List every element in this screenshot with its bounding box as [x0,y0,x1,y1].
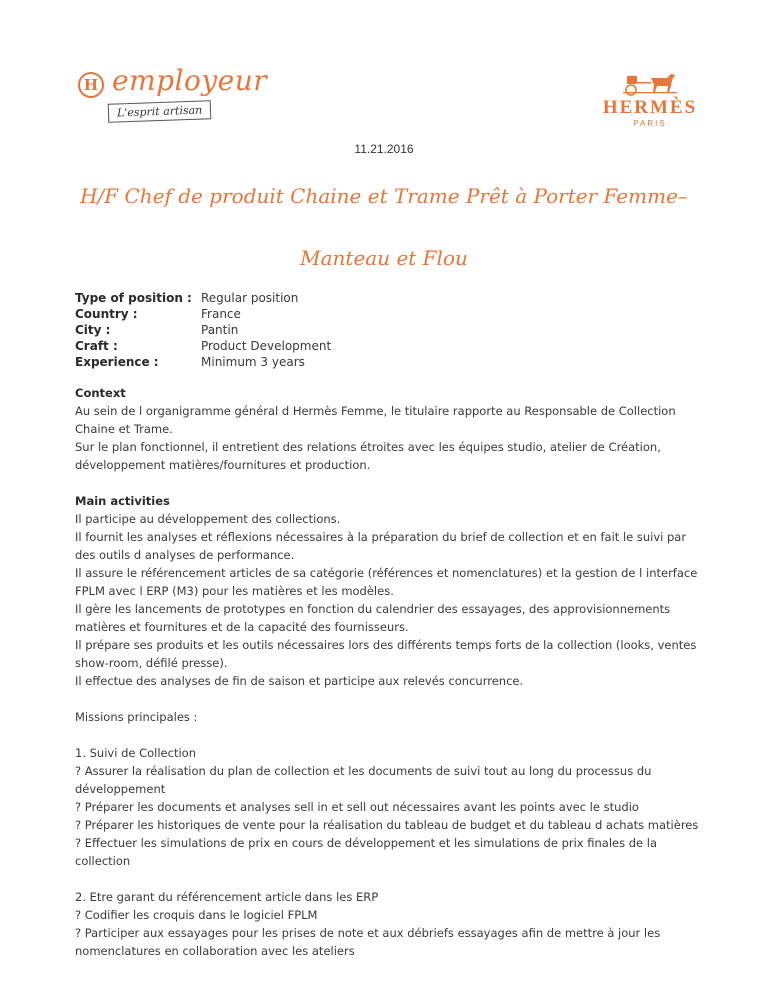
context-heading: Context [75,386,126,400]
info-row [75,322,331,338]
mission-section-title: 2. Etre garant du référencement article dans les ERP [75,890,379,904]
activity-line: Il effectue des analyses de fin de saison et participe aux relevés concurrence. [75,674,524,688]
job-title: H/F Chef de produit Chaine et Trame Prêt à Porter Femme– Manteau et Flou [80,184,688,270]
info-row [75,306,331,322]
mission-item: ? Codifier les croquis dans le logiciel FPLM [75,908,318,922]
mission-section-title: 1. Suivi de Collection [75,746,196,760]
context-line: Au sein de l organigramme général d Hermès Femme, le titulaire rapporte au Responsable de Collection Chaine et Trame. [75,404,676,436]
activities-heading: Main activities [75,494,170,508]
info-row [75,338,331,354]
info-value: Minimum 3 years [201,355,305,369]
horse-carriage-icon [615,70,685,96]
info-label: Craft : [75,339,118,353]
activity-line: Il gère les lancements de prototypes en fonction du calendrier des essayages, des approvisionnements matières et fournitures et de la capacité des fournisseurs. [75,602,671,634]
tagline-badge: L'esprit artisan [108,100,212,123]
info-label: Experience : [75,355,159,369]
activity-line: Il prépare ses produits et les outils nécessaires lors des différents temps forts de la collection (looks, ventes show-room, défilé presse). [75,638,697,670]
h-logo-icon: H [78,72,104,98]
company-name: HERMÈS [602,97,698,118]
job-info-table [75,290,331,370]
info-label: City : [75,323,111,337]
context-line: Sur le plan fonctionnel, il entretient des relations étroites avec les équipes studio, atelier de Création, développement matières/fournitures et production. [75,440,661,472]
hermes-logo [600,70,700,130]
info-row [75,354,331,370]
posting-date: 11.21.2016 [354,142,414,156]
company-city: PARIS [633,119,667,128]
employer-logo [78,62,298,132]
mission-item: ? Participer aux essayages pour les prises de note et aux débriefs essayages afin de mettre à jour les nomenclatures en collaboration avec les ateliers [75,926,661,958]
mission-item: ? Préparer les historiques de vente pour la réalisation du tableau de budget et du tableau d achats matières [75,818,699,832]
info-value: Product Development [201,339,332,353]
job-description [75,384,705,960]
activity-line: Il assure le référencement articles de sa catégorie (références et nomenclatures) et la gestion de l interface FPLM avec l ERP (M3) pour les matières et les modèles. [75,566,698,598]
info-row [75,290,331,306]
employer-wordmark: employeur [112,64,268,97]
info-value: Regular position [201,291,299,305]
mission-item: ? Assurer la réalisation du plan de collection et les documents de suivi tout au long du processus du développement [75,764,652,796]
activity-line: Il participe au développement des collections. [75,512,341,526]
activity-line: Il fournit les analyses et réflexions nécessaires à la préparation du brief de collection et en fait le suivi par des outils d analyses de performance. [75,530,687,562]
info-label: Type of position : [75,291,192,305]
info-value: France [201,307,241,321]
info-value: Pantin [201,323,239,337]
info-label: Country : [75,307,138,321]
missions-heading: Missions principales : [75,710,198,724]
mission-item: ? Effectuer les simulations de prix en cours de développement et les simulations de prix finales de la collection [75,836,658,868]
mission-item: ? Préparer les documents et analyses sell in et sell out nécessaires avant les points avec le studio [75,800,639,814]
